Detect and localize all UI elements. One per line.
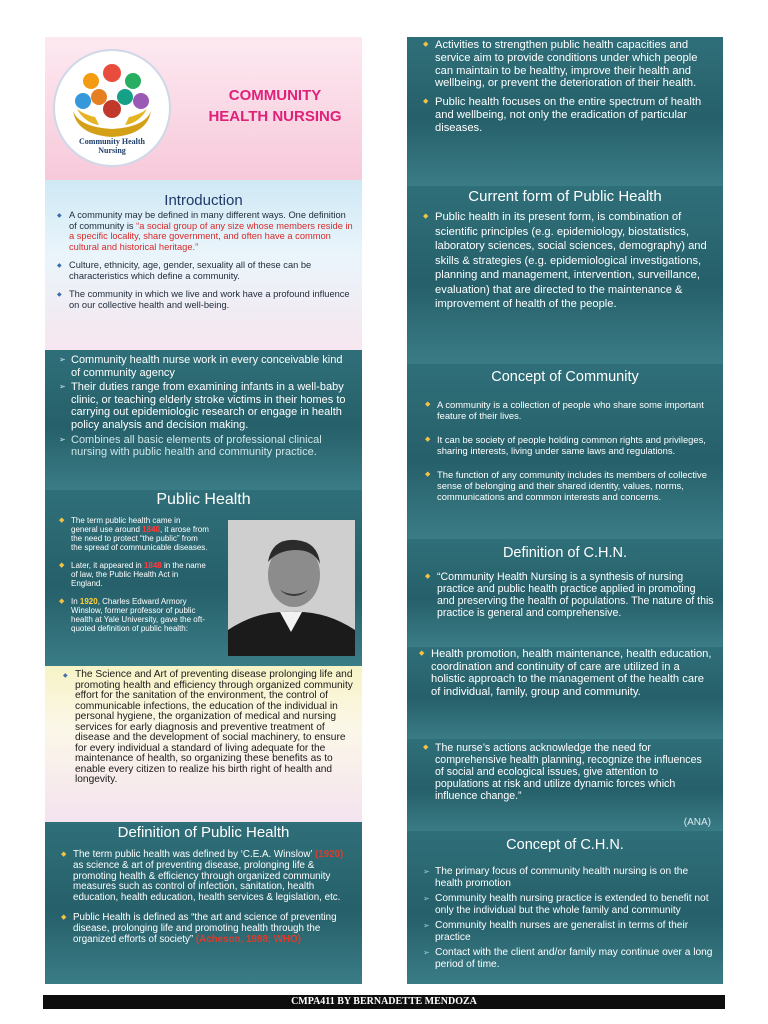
definition-ph-item-1-year: (1920) <box>314 849 344 860</box>
nurse-actions-slide <box>407 739 723 831</box>
definition-public-health-title: Definition of Public Health <box>117 824 290 841</box>
concept-chn-item-3: ➢ Community health nurses are generalist in terms of their practice <box>423 920 713 943</box>
nurse-work-item-3: ➢ Combines all basic elements of professional clinical nursing with public health and community practice. <box>59 434 354 459</box>
health-promotion-slide <box>407 647 723 739</box>
winslow-definition-text: ◆ The Science and Art of preventing disease prolonging life and promoting health and efficiency through organized community effort for the sanitation of the environment, the control of communicable infections, the education of the individual in personal hygiene, the organization of medical and nursing services for early diagnosis and preventive treatment of disease and the development of social machinery, to ensure for every individual a standard of living adequate for the maintenance of health, so organizing these benefits as to enable every citizen to realize his birth right of health and longevity. <box>63 670 357 786</box>
definition-chn-text: ◆ “Community Health Nursing is a synthesis of nursing practice and public health practice applied in promoting and preserving the health of populations. The nature of this practice is general and comprehensive. <box>425 571 715 619</box>
definition-ph-item-1-text-a: The term public health was defined by ‘C.E.A. Winslow’ <box>73 849 315 860</box>
public-health-item-2-text-b: in the name of law, the Public Health Act in England. <box>71 561 206 588</box>
definition-ph-item-1-text-b: as science & art of preventing disease, prolonging life & promoting health & efficiency through organized community measures such as control of infection, sanitation, health education, health education, health services & legislation, etc. <box>73 859 341 904</box>
concept-community-item-3: ◆ The function of any community includes its members of collective sense of belonging and their shared identity, values, norms, communications and common interests and concerns. <box>425 470 713 502</box>
winslow-definition-slide <box>45 666 362 822</box>
definition-ph-item-2-citation: (Acheson, 1988; WHO) <box>195 933 301 945</box>
page-title <box>195 85 355 127</box>
introduction-slide <box>45 180 362 350</box>
concept-community-item-1: ◆ A community is a collection of people who share some important feature of their lives. <box>425 400 713 421</box>
public-health-title: Public Health <box>156 491 251 508</box>
definition-ph-item-1 <box>61 850 352 904</box>
concept-chn-item-1: ➢ The primary focus of community health nursing is on the health promotion <box>423 866 713 889</box>
intro-item-1-text: A community may be defined in many different ways. One definition of community is <box>69 210 346 231</box>
introduction-title: Introduction <box>164 192 243 209</box>
nurse-actions-text: ◆ The nurse’s actions acknowledge the need for comprehensive health planning, recognize the influences of social and ecological issues, give attention to populations at risk and utilize dynamic forces which influence change.” <box>423 742 713 802</box>
intro-item-2: ◆ Culture, ethnicity, age, gender, sexuality all of these can be characteristics which define a community. <box>57 260 353 281</box>
concept-chn-item-2: ➢ Community health nursing practice is extended to benefit not only the individual but the whole family and community <box>423 893 713 916</box>
public-health-item-3-text-b: , Charles Edward Armory Winslow, former professor of public health at Yale University, gave the oft-quoted definition of public health: <box>71 597 205 633</box>
public-health-item-3-year: 1920 <box>79 597 98 606</box>
activities-item-1: ◆ Activities to strengthen public health capacities and service aim to provide conditions under which people can maintain to be healthy, improve their health and wellbeing, or prevent the deterioration of their health. <box>423 39 715 90</box>
public-health-item-1-year: 1840 <box>142 525 160 534</box>
footer-bar: CMPA411 BY BERNADETTE MENDOZA <box>43 995 725 1009</box>
current-form-slide <box>407 186 723 364</box>
public-health-item-3 <box>59 597 209 633</box>
title-line2: HEALTH NURSING <box>208 108 342 125</box>
intro-item-3: ◆ The community in which we live and work have a profound influence on our collective health and well-being. <box>57 289 353 310</box>
public-health-item-2-year: 1848 <box>143 561 162 570</box>
definition-chn-title: Definition of C.H.N. <box>502 545 628 561</box>
current-form-text: ◆ Public health in its present form, is combination of scientific principles (e.g. epidemiology, biostatistics, laboratory sciences, social sciences, demography) and skills & strategies (e.g. epidemiological investigations, planning and management, intervention, surveillance, evaluation) that are directed to the maintenance & improvement of health of the people. <box>423 210 715 312</box>
portrait-icon <box>228 520 355 656</box>
public-health-item-2 <box>59 561 209 588</box>
concept-chn-slide <box>407 831 723 984</box>
title-slide <box>45 37 362 180</box>
intro-item-1 <box>57 210 353 252</box>
public-health-item-3-text-a: In <box>71 597 80 606</box>
concept-community-title: Concept of Community <box>491 369 639 385</box>
intro-item-1-quote: “a social group of any size whose members reside in a specific locality, share government, and often have a common cultural and historical heritage.” <box>69 220 353 252</box>
public-health-item-2-text-a: Later, it appeared in <box>71 561 144 570</box>
title-line1: COMMUNITY <box>228 87 322 104</box>
health-promotion-text: ◆ Health promotion, health maintenance, health education, coordination and continuity of care are utilized in a holistic approach to the management of the health care of individual, family, group and community. <box>419 648 715 698</box>
public-health-item-1 <box>59 516 209 552</box>
concept-chn-title: Concept of C.H.N. <box>506 837 624 853</box>
nurse-work-item-1: ➢ Community health nurse work in every conceivable kind of community agency <box>59 354 354 379</box>
logo-caption-line2: Nursing <box>98 146 126 155</box>
definition-public-health-slide <box>45 822 362 984</box>
winslow-portrait <box>228 520 355 656</box>
nurse-work-item-2: ➢ Their duties range from examining infants in a well-baby clinic, or teaching elderly stroke victims in their homes to carrying out epidemiologic research or engage in health policy analysis and decision making. <box>59 381 354 431</box>
concept-community-item-2: ◆ It can be society of people holding common rights and privileges, sharing interests, living under same laws and regulations. <box>425 435 713 456</box>
activities-slide <box>407 37 723 186</box>
ana-citation: (ANA) <box>683 817 711 828</box>
logo-caption-line1: Community Health <box>79 137 145 146</box>
public-health-item-1-text-b: , it arose from the need to protect “the public” from the spread of communicable diseases. <box>71 525 209 552</box>
activities-item-2: ◆ Public health focuses on the entire spectrum of health and wellbeing, not only the eradication of particular diseases. <box>423 96 715 134</box>
nurse-work-slide <box>45 350 362 490</box>
definition-ph-item-2-text: Public Health is defined as “the art and science of preventing disease, prolonging life and promoting health through the organized efforts of society” <box>73 911 337 945</box>
community-health-logo <box>53 49 171 167</box>
definition-chn-slide <box>407 539 723 647</box>
public-health-item-1-text-a: The term public health came in general use around <box>71 516 181 534</box>
current-form-title: Current form of Public Health <box>468 188 662 205</box>
concept-chn-item-4: ➢ Contact with the client and/or family may continue over a long period of time. <box>423 947 713 970</box>
concept-community-slide <box>407 364 723 539</box>
definition-ph-item-2 <box>61 913 352 945</box>
public-health-slide <box>45 490 362 666</box>
